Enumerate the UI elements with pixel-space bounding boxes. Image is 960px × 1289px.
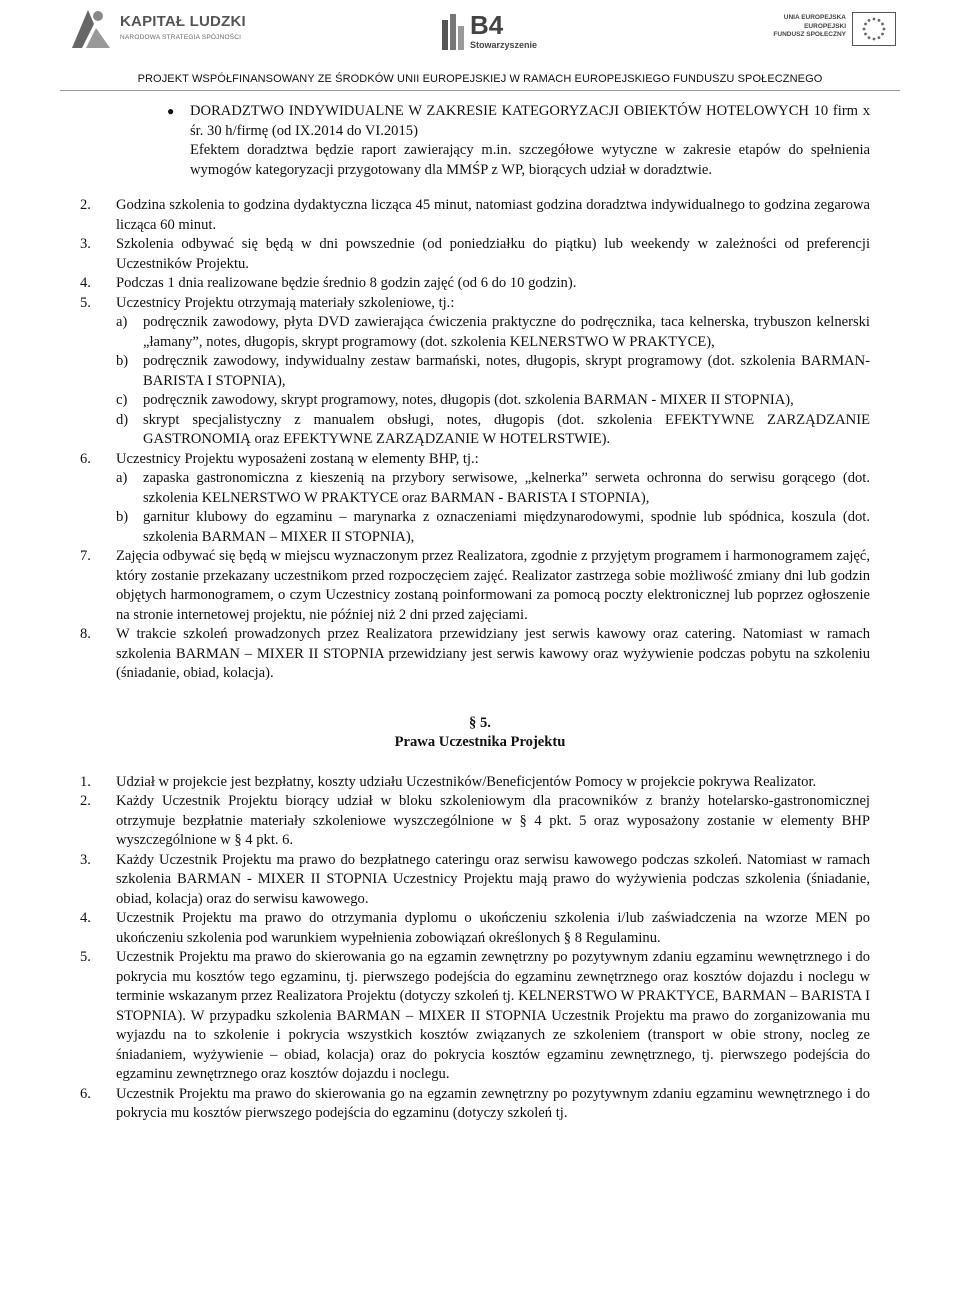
item-number: 5. <box>80 294 91 311</box>
kapital-ludzki-emblem-icon <box>68 4 114 52</box>
eu-logo-text <box>760 14 846 40</box>
item-number: 3. <box>80 851 91 868</box>
intro-bullet-title: DORADZTWO INDYWIDUALNE W ZAKRESIE KATEGORYZACJI OBIEKTÓW HOTELOWYCH 10 firm x śr. 30 h/firmę (od IX.2014 do VI.2015) <box>190 103 870 139</box>
b4-title: B4 <box>470 10 504 40</box>
list-item <box>0 294 960 314</box>
document-body <box>0 102 960 1124</box>
kapital-ludzki-logo <box>68 4 246 54</box>
sub-item-text: podręcznik zawodowy, indywidualny zestaw barmański, notes, długopis, skrypt programowy (dot. szkolenia BARMAN-BARISTA I STOPNIA), <box>143 353 870 389</box>
sub-item-text: garnitur klubowy do egzaminu – marynarka z oznaczeniami międzynarodowymi, spodnie lub spódnica, koszula (dot. szkolenia BARMAN – MIXER II STOPNIA), <box>143 509 870 545</box>
header-divider <box>60 90 900 91</box>
b4-emblem-icon <box>440 12 468 52</box>
section-title: Prawa Uczestnika Projektu <box>394 734 566 750</box>
sub-item-text: podręcznik zawodowy, płyta DVD zawierająca ćwiczenia praktyczne do podręcznika, taca kelnerska, trybuszon kelnerski „łamany”, notes, długopis, skrypt programowy (dot. szkolenia KELNERSTWO W PRAKTYCE), <box>143 314 870 350</box>
list-item <box>0 196 960 235</box>
sub-item-label: a) <box>116 470 128 486</box>
list-item <box>0 948 960 1085</box>
item-number: 7. <box>80 548 91 564</box>
eu-line-3: FUNDUSZ SPOŁECZNY <box>773 31 846 38</box>
item-text: Podczas 1 dnia realizowane będzie średnio 8 godzin zajęć (od 6 do 10 godzin). <box>116 275 577 291</box>
item-text: Uczestnik Projektu ma prawo do otrzymania dyplomu o ukończeniu szkolenia i/lub zaświadczenia na wzorze MEN po ukończeniu szkolenia pod warunkiem wypełnienia zobowiązań określonych § 8 Regulaminu. <box>116 910 870 946</box>
b4-logo <box>440 12 540 54</box>
list-item <box>0 547 960 625</box>
sub-item-label: d) <box>116 411 129 428</box>
item-text: Zajęcia odbywać się będą w miejscu wyznaczonym przez Realizatora, zgodnie z przyjętym programem i harmonogramem zajęć, który zostanie przekazany uczestnikom przed rozpoczęciem zajęć. Realizator zastrzega sobie możliwość zmiany dni lub godzin objętych harmonogramem, o czym Uczestnicy zostaną poinformowani za pomocą poczty elektronicznej lub poprzez ogłoszenie na stronie internetowej projektu, nie później niż 2 dni przed zajęciami. <box>116 548 870 623</box>
item-number: 6. <box>80 1085 91 1102</box>
list-item <box>0 235 960 274</box>
sub-item-label: b) <box>116 353 129 369</box>
sub-item-label: a) <box>116 314 128 330</box>
item-text: Uczestnik Projektu ma prawo do skierowania go na egzamin zewnętrzny po pozytywnym zdaniu egzaminu wewnętrznego i do pokrycia mu kosztów pierwszego podejścia do egzaminu (dotyczy szkoleń tj. <box>116 1085 870 1121</box>
item-text: W trakcie szkoleń prowadzonych przez Realizatora przewidziany jest serwis kawowy oraz catering. Natomiast w ramach szkolenia BARMAN – MIXER II STOPNIA przewidziany jest serwis kawowy oraz wyżywienie podczas pobytu na szkoleniu (śniadanie, obiad, kolacja). <box>116 626 870 681</box>
item-number: 3. <box>80 236 91 252</box>
item-number: 1. <box>80 773 91 790</box>
item-text: Udział w projekcie jest bezpłatny, koszty udziału Uczestników/Beneficjentów Pomocy w projekcie pokrywa Realizator. <box>116 773 817 790</box>
sub-list-item <box>0 411 960 450</box>
item-text: Uczestnik Projektu ma prawo do skierowania go na egzamin zewnętrzny po pozytywnym zdaniu egzaminu wewnętrznego i do pokrycia mu kosztów tego egzaminu, tj. pierwszego podejścia do egzaminu zewnętrznego oraz kosztów dojazdu i noclegu w terminie wskazanym przez Realizatora Projektu (dotyczy szkoleń tj. KELNERSTWO W PRAKTYCE, BARMAN – BARISTA I STOPNIA). W przypadku szkolenia BARMAN – MIXER II STOPNIA Uczestnik Projektu ma prawo do zorganizowania mu wyjazdu na to szkolenie i pokrycia wszystkich kosztów związanych ze szkoleniem (transport w obie strony, nocleg ze śniadaniem, wyżywienie – obiad, kolacja) oraz do pokrycia kosztów egzaminu zewnętrznego, tj. pierwszego podejścia do egzaminu zewnętrznego oraz kosztów dojazdu i noclegu. <box>116 949 870 1082</box>
list-item <box>0 625 960 684</box>
eu-line-1: UNIA EUROPEJSKA <box>783 14 846 21</box>
item-number: 6. <box>80 450 91 467</box>
item-number: 8. <box>80 626 91 642</box>
item-text: Uczestnicy Projektu wyposażeni zostaną w elementy BHP, tj.: <box>116 450 479 467</box>
item-number: 4. <box>80 275 91 291</box>
list-item <box>0 851 960 910</box>
eu-logo <box>760 10 896 54</box>
sub-item-text: zapaska gastronomiczna z kieszenią na przybory serwisowe, „kelnerka” serweta ochronna do serwisu gorącego (dot. szkolenia KELNERSTWO W PRAKTYCE oraz BARMAN - BARISTA I STOPNIA), <box>143 470 870 506</box>
intro-bullet-text: Efektem doradztwa będzie raport zawierający m.in. szczegółowe wytyczne w zakresie etapów do spełnienia wymogów kategoryzacji przygotowany dla MMŚP z WP, biorących udział w doradztwie. <box>190 142 870 178</box>
sub-item-text: skrypt specjalistyczny z manualem obsługi, notes, długopis (dot. szkolenia EFEKTYWNE ZARZĄDZANIE GASTRONOMIĄ oraz EFEKTYWNE ZARZĄDZANIE W HOTELRSTWIE). <box>143 411 870 447</box>
sub-item-label: b) <box>116 509 129 525</box>
sub-list-item <box>0 352 960 391</box>
eu-line-2: EUROPEJSKI <box>804 22 846 30</box>
list-item <box>0 274 960 294</box>
list-item <box>0 773 960 793</box>
section-number: § 5. <box>469 714 491 731</box>
kapital-ludzki-subtitle: NARODOWA STRATEGIA SPÓJNOŚCI <box>120 34 242 41</box>
sub-list-item <box>0 391 960 411</box>
sub-item-text: podręcznik zawodowy, skrypt programowy, notes, długopis (dot. szkolenia BARMAN - MIXER II STOPNIA), <box>143 392 794 408</box>
list-item <box>0 909 960 948</box>
item-text: Każdy Uczestnik Projektu biorący udział w bloku szkoleniowym dla pracowników z branży hotelarsko-gastronomicznej otrzymuje bezpłatnie materiały szkoleniowe wyszczególnione w § 4 pkt. 5 oraz wyposażony zostanie w elementy BHP wyszczególnione w § 4 pkt. 6. <box>116 793 870 848</box>
page-header <box>0 0 960 96</box>
eu-flag-icon <box>852 12 896 46</box>
item-number: 2. <box>80 197 91 213</box>
item-number: 2. <box>80 793 91 809</box>
list-item <box>0 792 960 851</box>
bullet-icon: ● <box>167 104 175 118</box>
item-number: 5. <box>80 949 91 965</box>
sub-item-label: c) <box>116 392 128 408</box>
list-item <box>0 1085 960 1124</box>
item-number: 4. <box>80 910 91 926</box>
sub-list-item <box>0 469 960 508</box>
sub-list-item <box>0 313 960 352</box>
list-item <box>0 450 960 470</box>
item-text: Każdy Uczestnik Projektu ma prawo do bezpłatnego cateringu oraz serwisu kawowego podczas szkoleń. Natomiast w ramach szkolenia BARMAN - MIXER II STOPNIA Uczestnicy Projektu mają prawo do wyżywienia podczas szkolenia (śniadanie, obiad, kolacja) oraz do serwisu kawowego. <box>116 851 870 907</box>
kapital-ludzki-title: KAPITAŁ LUDZKI <box>120 13 246 30</box>
b4-subtitle: Stowarzyszenie <box>470 40 538 50</box>
sub-list-item <box>0 508 960 547</box>
intro-bullet <box>0 102 960 180</box>
item-text: Godzina szkolenia to godzina dydaktyczna licząca 45 minut, natomiast godzina doradztwa indywidualnego to godzina zegarowa licząca 60 minut. <box>116 197 870 233</box>
item-text: Uczestnicy Projektu otrzymają materiały szkoleniowe, tj.: <box>116 294 455 311</box>
project-cofinancing-line: PROJEKT WSPÓŁFINANSOWANY ZE ŚRODKÓW UNII EUROPEJSKIEJ W RAMACH EUROPEJSKIEGO FUNDUSZU SPOŁECZNEGO <box>137 73 823 85</box>
item-text: Szkolenia odbywać się będą w dni powszednie (od poniedziałku do piątku) lub weekendy w zależności od preferencji Uczestników Projektu. <box>116 236 870 272</box>
